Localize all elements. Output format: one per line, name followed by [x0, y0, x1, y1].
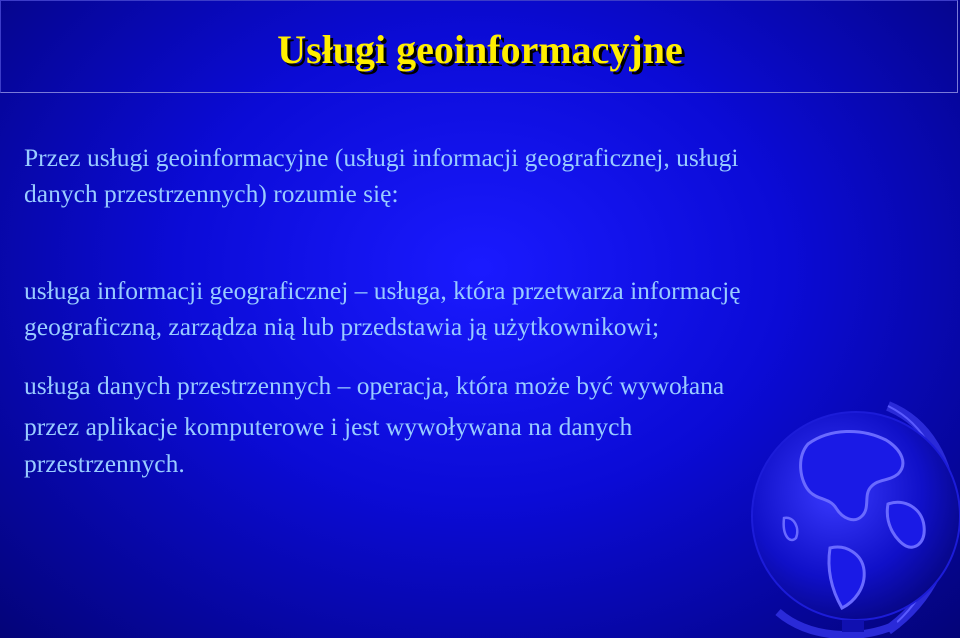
- intro-line-2: danych przestrzennych) rozumie się:: [24, 179, 399, 208]
- intro-line-1: Przez usługi geoinformacyjne (usługi informacji geograficznej, usługi: [24, 143, 739, 172]
- definition-2-line-1: usługa danych przestrzennych – operacja, która może być wywołana: [24, 371, 725, 400]
- slide-title: Usługi geoinformacyjne: [277, 27, 683, 72]
- definition-1-line-1: usługa informacji geograficznej – usługa, która przetwarza informację: [24, 276, 741, 305]
- definition-2-line-2: przez aplikacje komputerowe i jest wywoływana na danych: [24, 412, 633, 441]
- definition-2-line-3: przestrzennych.: [24, 449, 185, 478]
- globe-icon: [738, 398, 960, 638]
- definition-1-line-2: geograficzną, zarządza nią lub przedstawia ją użytkownikowi;: [24, 312, 660, 341]
